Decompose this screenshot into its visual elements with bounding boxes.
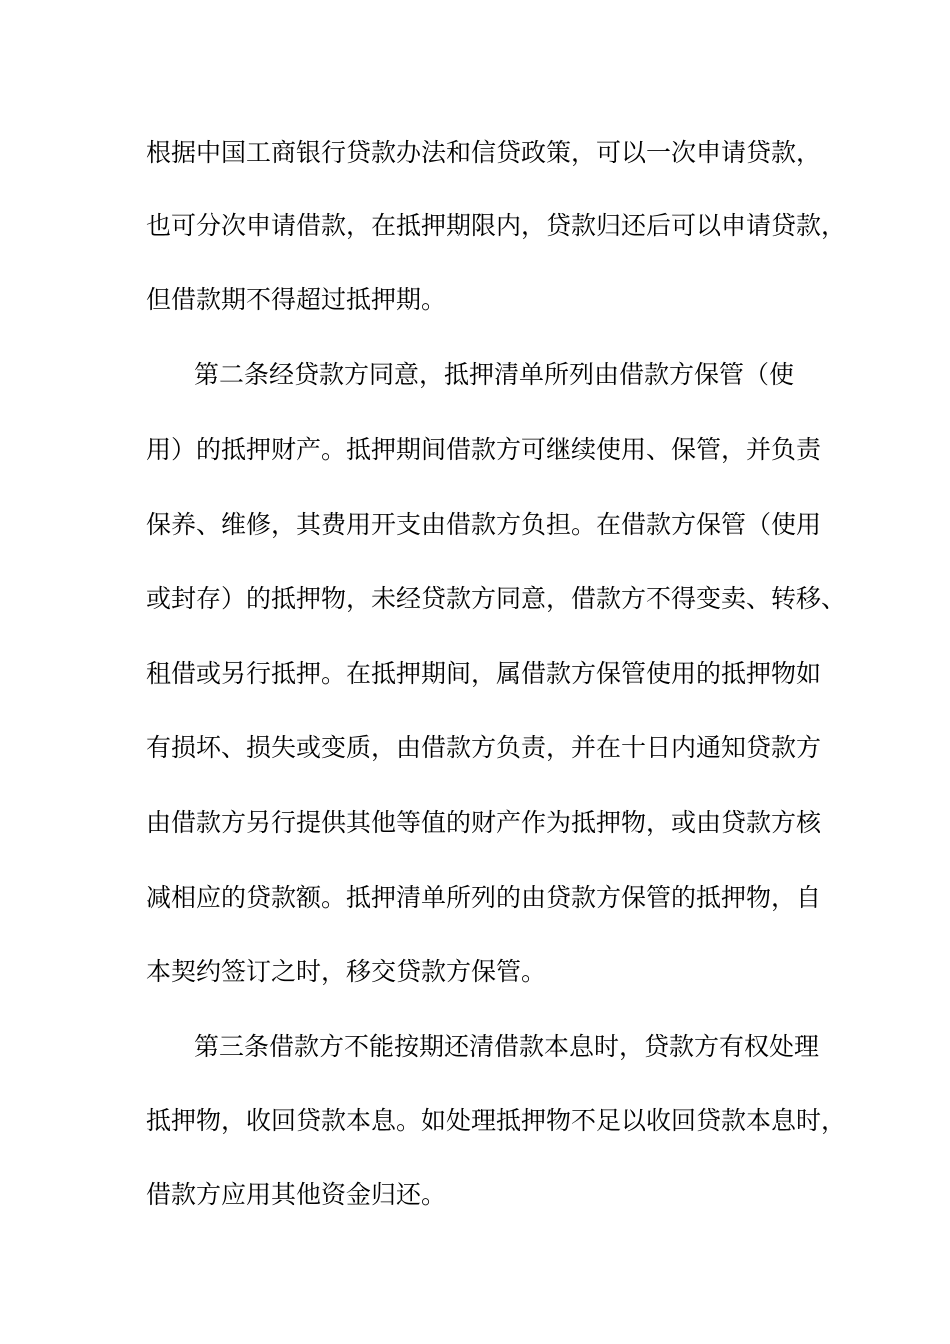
text-line: 抵押物，收回贷款本息。如处理抵押物不足以收回贷款本息时，: [146, 1106, 847, 1135]
text-line: 有损坏、损失或变质，由借款方负责，并在十日内通知贷款方: [146, 733, 822, 762]
text-line: 减相应的贷款额。抵押清单所列的由贷款方保管的抵押物，自: [146, 883, 822, 912]
text-line: 或封存）的抵押物，未经贷款方同意，借款方不得变卖、转移、: [146, 584, 847, 613]
text-line: 由借款方另行提供其他等值的财产作为抵押物，或由贷款方核: [146, 808, 822, 837]
text-line: 保养、维修，其费用开支由借款方负担。在借款方保管（使用: [146, 510, 822, 539]
paragraph-start-line: 第三条借款方不能按期还清借款本息时，贷款方有权处理: [194, 1032, 820, 1061]
paragraph-start-line: 第二条经贷款方同意，抵押清单所列由借款方保管（使: [194, 360, 795, 389]
text-line: 租借或另行抵押。在抵押期间，属借款方保管使用的抵押物如: [146, 659, 822, 688]
text-line: 根据中国工商银行贷款办法和信贷政策，可以一次申请贷款，: [146, 138, 822, 167]
text-line: 也可分次申请借款，在抵押期限内，贷款归还后可以申请贷款，: [146, 211, 847, 240]
text-line: 本契约签订之时，移交贷款方保管。: [146, 957, 547, 986]
text-line: 借款方应用其他资金归还。: [146, 1180, 447, 1209]
text-line: 但借款期不得超过抵押期。: [146, 285, 447, 314]
text-line: 用）的抵押财产。抵押期间借款方可继续使用、保管，并负责: [146, 435, 822, 464]
